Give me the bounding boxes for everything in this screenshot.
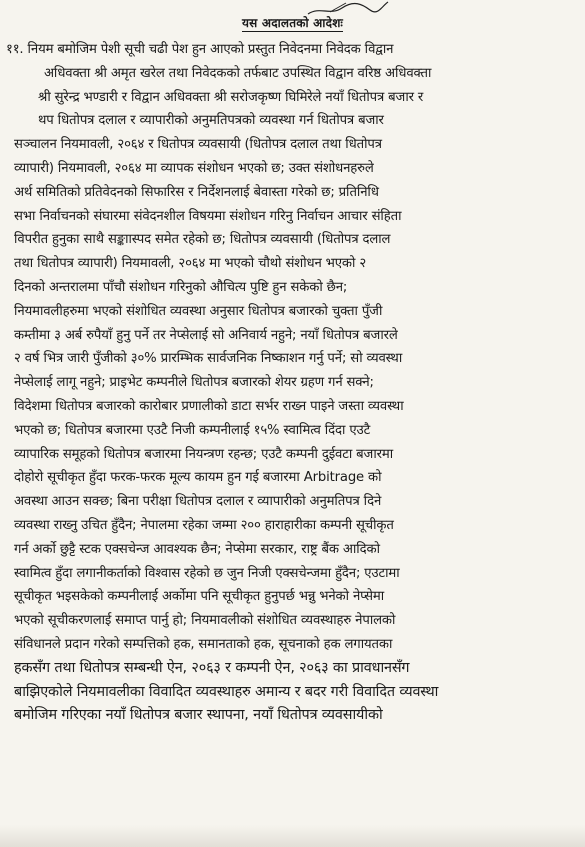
paragraph-line: हकसँग तथा धितोपत्र सम्बन्धी ऐन, २०६३ र कम्पनी ऐन, २०६३ का प्रावधानसँग bbox=[14, 659, 410, 676]
paragraph-line: स्वामित्व हुँदा लगानीकर्ताको विश्वास रहेको छ जुन निजी एक्सचेन्जमा हुँदैन; एउटामा bbox=[14, 565, 400, 581]
order-paragraph bbox=[6, 38, 578, 728]
paragraph-line-text: नियम बमोजिम पेशी सूची चढी पेश हुन आएको प्रस्तुत निवेदनमा निवेदक विद्वान bbox=[27, 42, 394, 57]
paragraph-line: व्यापारी) नियमावली, २०६४ मा व्यापक संशोधन भएको छ; उक्त संशोधनहरुले bbox=[14, 160, 374, 176]
paragraph-line: विदेशमा धितोपत्र बजारको कारोबार प्रणालीको डाटा सर्भर राख्न पाइने जस्ता व्यवस्था bbox=[14, 398, 404, 414]
paragraph-line: संविधानले प्रदान गरेको सम्पत्तिको हक, समानताको हक, सूचनाको हक लगायतका bbox=[14, 636, 393, 652]
paragraph-line: नेप्सेलाई लागू नहुने; प्राइभेट कम्पनीले धितोपत्र बजारको शेयर ग्रहण गर्न सक्ने; bbox=[14, 375, 374, 391]
paragraph-line: कम्तीमा ३ अर्ब रुपैयाँ हुनु पर्ने तर नेप्सेलाई सो अनिवार्य नहुने; नयाँ धितोपत्र बजारले bbox=[14, 327, 398, 343]
paragraph-line: सभा निर्वाचनको संघारमा संवेदनशील विषयमा संशोधन गरिनु निर्वाचन आचार संहिता bbox=[14, 208, 402, 224]
paragraph-line: बाझिएकोले नियमावलीका विवादित व्यवस्थाहरु अमान्य र बदर गरी विवादित व्यवस्था bbox=[14, 683, 439, 700]
paragraph-line: दिनको अन्तरालमा पाँचौ संशोधन गरिनुको औचित्य पुष्टि हुन सकेको छैन; bbox=[14, 279, 348, 295]
paragraph-line: विपरीत हुनुका साथै सङ्काास्पद समेत रहेको छ; धितोपत्र व्यवसायी (धितोपत्र दलाल bbox=[14, 232, 391, 248]
paragraph-line: अर्थ समितिको प्रतिवेदनको सिफारिस र निर्देशनलाई बेवास्ता गरेको छ; प्रतिनिधि bbox=[14, 184, 379, 200]
paragraph-line: २ वर्ष भित्र जारी पुँजीको ३०% प्रारम्भिक सार्वजनिक निष्काशन गर्नु पर्ने; सो व्यवस्था bbox=[14, 351, 403, 367]
paragraph-line: दोहोरो सूचीकृत हुँदा फरक-फरक मूल्य कायम हुन गई बजारमा Arbitrage को bbox=[14, 470, 382, 486]
paragraph-line: अधिवक्ता श्री अमृत खरेल तथा निवेदकको तर्फबाट उपस्थित विद्वान वरिष्ठ अधिवक्ता bbox=[44, 65, 432, 81]
paragraph-line: थप धितोपत्र दलाल र व्यापारीको अनुमतिपत्रको व्यवस्था गर्न धितोपत्र बजार bbox=[38, 113, 384, 129]
paragraph-line: नियमावलीहरुमा भएको संशोधित व्यवस्था अनुसार धितोपत्र बजारको चुक्ता पुँजी bbox=[14, 303, 383, 319]
page-bottom-shadow bbox=[0, 825, 585, 847]
paragraph-line: भएको सूचीकरणलाई समाप्त पार्नु हो; नियमावलीको संशोधित व्यवस्थाहरु नेपालको bbox=[14, 613, 396, 629]
section-heading bbox=[0, 14, 585, 31]
paragraph-line: व्यापारिक समूहको धितोपत्र बजारमा नियन्त्रण रहन्छ; एउटै कम्पनी दुईवटा बजारमा bbox=[14, 446, 394, 462]
paragraph-line: बमोजिम गरिएका नयाँ धितोपत्र बजार स्थापना, नयाँ धितोपत्र व्यवसायीको bbox=[14, 707, 383, 724]
paragraph-line: भएको छ; धितोपत्र बजारमा एउटै निजी कम्पनीलाई १५% स्वामित्व दिंदा एउटै bbox=[14, 422, 371, 438]
paragraph-line: व्यवस्था राख्नु उचित हुँदैन; नेपालमा रहेका जम्मा २०० हाराहारीका कम्पनी सूचीकृत bbox=[14, 517, 394, 533]
paragraph-line: तथा धितोपत्र व्यापारी) नियमावली, २०६४ मा भएको चौथो संशोधन भएको २ bbox=[14, 256, 367, 272]
paragraph-line bbox=[6, 38, 578, 62]
section-heading-text: यस अदालतको आदेशः bbox=[242, 16, 343, 30]
paragraph-line: सूचीकृत भइसकेको कम्पनीलाई अर्कोमा पनि सूचीकृत हुनुपर्छ भन्नु भनेको नेप्सेमा bbox=[14, 589, 385, 605]
paragraph-line: श्री सुरेन्द्र भण्डारी र विद्वान अधिवक्ता श्री सरोजकृष्ण घिमिरेले नयाँ धितोपत्र बजार र bbox=[38, 89, 424, 105]
paragraph-number: ११. bbox=[6, 42, 24, 57]
paragraph-line: अवस्था आउन सक्छ; बिना परीक्षा धितोपत्र दलाल र व्यापारीको अनुमतिपत्र दिने bbox=[14, 494, 382, 510]
paragraph-line: गर्न अर्को छुट्टै स्टक एक्सचेन्ज आवश्यक छैन; नेप्सेमा सरकार, राष्ट्र बैंक आदिको bbox=[14, 541, 380, 557]
paragraph-line: सञ्चालन नियमावली, २०६४ र धितोपत्र व्यवसायी (धितोपत्र दलाल तथा धितोपत्र bbox=[14, 137, 382, 153]
